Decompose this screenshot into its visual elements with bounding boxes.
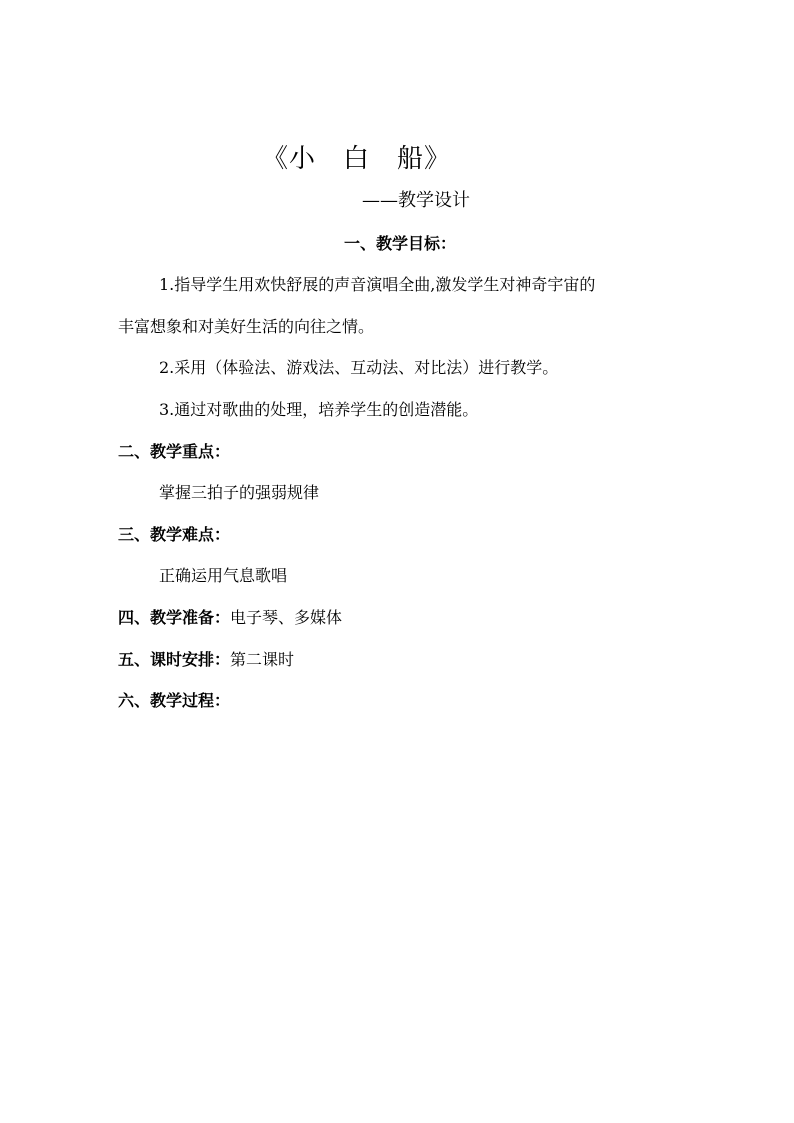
objective-item-1-line-1: 1.指导学生用欢快舒展的声音演唱全曲,激发学生对神奇宇宙的 (159, 275, 596, 294)
preparation-row (118, 608, 342, 628)
difficulties-heading (118, 525, 230, 545)
key-points-content: 掌握三拍子的强弱规律 (159, 483, 320, 502)
objective-item-1-line-2: 丰富想象和对美好生活的向往之情。 (118, 317, 375, 336)
difficulties-heading-label: 三、教学难点： (118, 525, 231, 544)
schedule-row (118, 650, 294, 670)
schedule-heading: 五、课时安排： (118, 650, 231, 669)
difficulties-content: 正确运用气息歌唱 (159, 566, 288, 585)
preparation-heading: 四、教学准备： (118, 608, 231, 627)
process-heading (118, 691, 230, 711)
preparation-content: 电子琴、多媒体 (230, 608, 343, 627)
objective-item-2: 2.采用（体验法、游戏法、互动法、对比法）进行教学。 (159, 358, 559, 377)
schedule-content: 第二课时 (230, 650, 295, 669)
objective-item-3: 3.通过对歌曲的处理，培养学生的创造潜能。 (159, 400, 479, 419)
document-subtitle: ——教学设计 (362, 190, 470, 211)
document-title: 《小 白 船》 (262, 144, 452, 174)
key-points-heading-label: 二、教学重点： (118, 442, 231, 461)
objectives-heading: 一、教学目标： (344, 234, 457, 253)
process-heading-label: 六、教学过程： (118, 691, 231, 710)
key-points-heading (118, 442, 230, 462)
